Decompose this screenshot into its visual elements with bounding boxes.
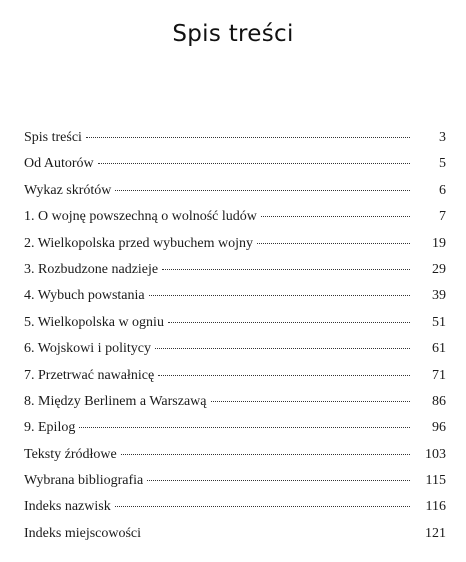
toc-entry-label: 3. Rozbudzone nadzieje xyxy=(24,261,159,277)
toc-entry-label: Teksty źródłowe xyxy=(24,446,117,462)
toc-dot-leader xyxy=(168,322,410,323)
toc-entry-label: 7. Przetrwać nawałnicę xyxy=(24,367,155,383)
toc-entry-label: 8. Między Berlinem a Warszawą xyxy=(24,393,207,409)
toc-dot-leader xyxy=(158,375,410,376)
page-title: Spis treści xyxy=(172,21,294,48)
toc-entry[interactable] xyxy=(24,442,446,468)
toc-dot-leader xyxy=(155,348,410,349)
toc-entry-page-number: 3 xyxy=(439,130,446,145)
toc-entry[interactable] xyxy=(24,257,446,283)
toc-entry-label: Od Autorów xyxy=(24,156,94,172)
toc-entry[interactable] xyxy=(24,151,446,177)
toc-entry-page-number: 6 xyxy=(439,182,446,198)
toc-entry-label: Indeks miejscowości xyxy=(24,525,142,541)
toc-entry-page-number: 51 xyxy=(432,314,446,330)
toc-entry-page-number: 121 xyxy=(425,525,446,541)
toc-entry[interactable] xyxy=(24,178,446,204)
toc-dot-leader xyxy=(211,401,411,402)
toc-dot-leader xyxy=(115,190,410,191)
toc-entry-page-number: 19 xyxy=(432,235,446,251)
toc-entry[interactable] xyxy=(24,283,446,309)
toc-entry-label: 2. Wielkopolska przed wybuchem wojny xyxy=(24,235,253,251)
toc-entry-page-number: 71 xyxy=(432,367,446,383)
toc-entry-page-number: 116 xyxy=(425,499,446,515)
toc-entry-page-number: 39 xyxy=(432,288,446,304)
toc-dot-leader xyxy=(86,137,410,138)
toc-entry[interactable] xyxy=(24,389,446,415)
toc-entry-page-number: 115 xyxy=(425,473,446,489)
toc-entry-label: 4. Wybuch powstania xyxy=(24,288,145,304)
toc-entry-label: Wykaz skrótów xyxy=(24,182,112,198)
toc-dot-leader xyxy=(79,427,410,428)
toc-entry[interactable] xyxy=(24,468,446,494)
toc-entry-label: 6. Wojskowi i politycy xyxy=(24,341,151,357)
table-of-contents xyxy=(24,125,446,547)
toc-entry[interactable] xyxy=(24,494,446,520)
toc-dot-leader xyxy=(121,454,410,455)
toc-entry-page-number: 7 xyxy=(439,209,446,225)
toc-entry[interactable] xyxy=(24,363,446,389)
toc-entry-page-number: 61 xyxy=(432,341,446,357)
toc-entry-label: Wybrana bibliografia xyxy=(24,473,144,489)
toc-dot-leader xyxy=(149,295,410,296)
toc-dot-leader xyxy=(147,480,410,481)
toc-entry[interactable] xyxy=(24,231,446,257)
toc-entry-label: Spis treści xyxy=(24,130,82,145)
toc-entry-page-number: 29 xyxy=(432,261,446,277)
toc-entry-page-number: 103 xyxy=(425,446,446,462)
toc-entry-page-number: 5 xyxy=(439,156,446,172)
toc-dot-leader xyxy=(115,506,410,507)
toc-dot-leader xyxy=(162,269,410,270)
toc-entry-page-number: 96 xyxy=(432,420,446,436)
toc-entry[interactable] xyxy=(24,204,446,230)
toc-entry-page-number: 86 xyxy=(432,393,446,409)
toc-entry[interactable] xyxy=(24,415,446,441)
toc-entry-label: Indeks nazwisk xyxy=(24,499,111,515)
toc-entry-label: 9. Epilog xyxy=(24,420,76,436)
toc-entry[interactable] xyxy=(24,125,446,151)
toc-dot-leader xyxy=(257,243,410,244)
toc-dot-leader xyxy=(98,163,410,164)
toc-entry[interactable] xyxy=(24,310,446,336)
toc-entry-label: 5. Wielkopolska w ogniu xyxy=(24,314,164,330)
toc-dot-leader xyxy=(261,216,410,217)
toc-entry[interactable] xyxy=(24,336,446,362)
toc-entry-label: 1. O wojnę powszechną o wolność ludów xyxy=(24,209,257,225)
toc-entry[interactable] xyxy=(24,521,446,547)
